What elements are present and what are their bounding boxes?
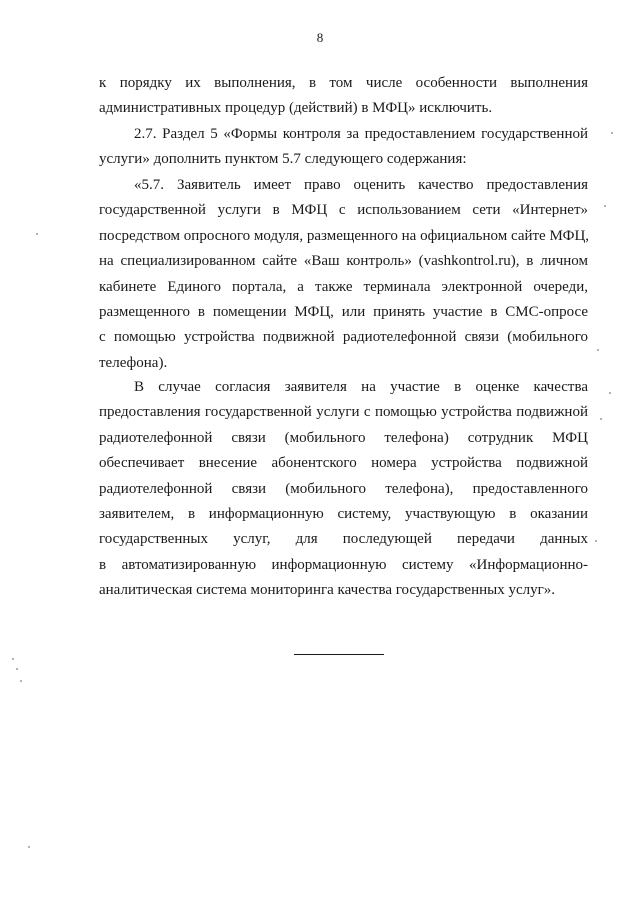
text-line: в автоматизированную информационную систему «Информационно-	[99, 556, 588, 573]
scan-speck	[28, 846, 30, 848]
scan-speck	[604, 205, 606, 207]
scan-speck	[611, 132, 613, 134]
text-line: размещенного в помещении МФЦ, или принять участие в СМС-опросе	[99, 303, 588, 320]
text-line: посредством опросного модуля, размещенного на официальном сайте МФЦ,	[99, 227, 590, 244]
scan-speck	[16, 668, 18, 670]
text-line: государственной услуги в МФЦ с использованием сети «Интернет»	[99, 202, 588, 219]
text-line: на специализированном сайте «Ваш контроль» (vashkontrol.ru), в личном	[99, 253, 588, 270]
text-line: государственных услуг, для последующей передачи данных	[99, 531, 588, 548]
text-line: «5.7. Заявитель имеет право оценить качество предоставления	[134, 177, 588, 193]
text-line: аналитическая система мониторинга качества государственных услуг».	[99, 582, 555, 599]
text-line: заявителем, в информационную систему, участвующую в оказании	[99, 505, 588, 522]
scan-speck	[609, 392, 611, 394]
paragraph-clause-5-7	[99, 173, 588, 376]
page-number: 8	[316, 30, 324, 45]
scan-speck	[595, 540, 597, 542]
text-line: В случае согласия заявителя на участие в оценке качества	[134, 379, 588, 395]
scan-speck	[12, 658, 14, 660]
text-line: с помощью устройства подвижной радиотелефонной связи (мобильного	[99, 329, 588, 346]
end-separator-line	[294, 654, 384, 655]
text-line: кабинете Единого портала, а также терминала электронной очереди,	[99, 278, 588, 295]
scan-speck	[597, 349, 599, 351]
text-line: радиотелефонной связи (мобильного телефона), предоставленного	[99, 480, 588, 497]
scan-speck	[20, 680, 22, 682]
text-line: 2.7. Раздел 5 «Формы контроля за предоставлением государственной	[134, 126, 588, 142]
paragraph-amendment-2-7	[99, 122, 588, 173]
paragraph-consent	[99, 375, 588, 604]
scan-speck	[600, 418, 602, 420]
scan-speck	[36, 233, 38, 235]
text-line: административных процедур (действий) в МФЦ» исключить.	[99, 100, 493, 117]
text-line: к порядку их выполнения, в том числе особенности выполнения	[99, 75, 588, 91]
text-line: предоставления государственной услуги с помощью устройства подвижной	[99, 404, 588, 421]
text-line: услуги» дополнить пунктом 5.7 следующего содержания:	[99, 151, 467, 168]
text-line: телефона).	[99, 354, 168, 371]
paragraph-continuation	[99, 71, 588, 122]
text-line: обеспечивает внесение абонентского номера устройства подвижной	[99, 455, 588, 472]
text-line: радиотелефонной связи (мобильного телефона) сотрудник МФЦ	[99, 429, 588, 446]
